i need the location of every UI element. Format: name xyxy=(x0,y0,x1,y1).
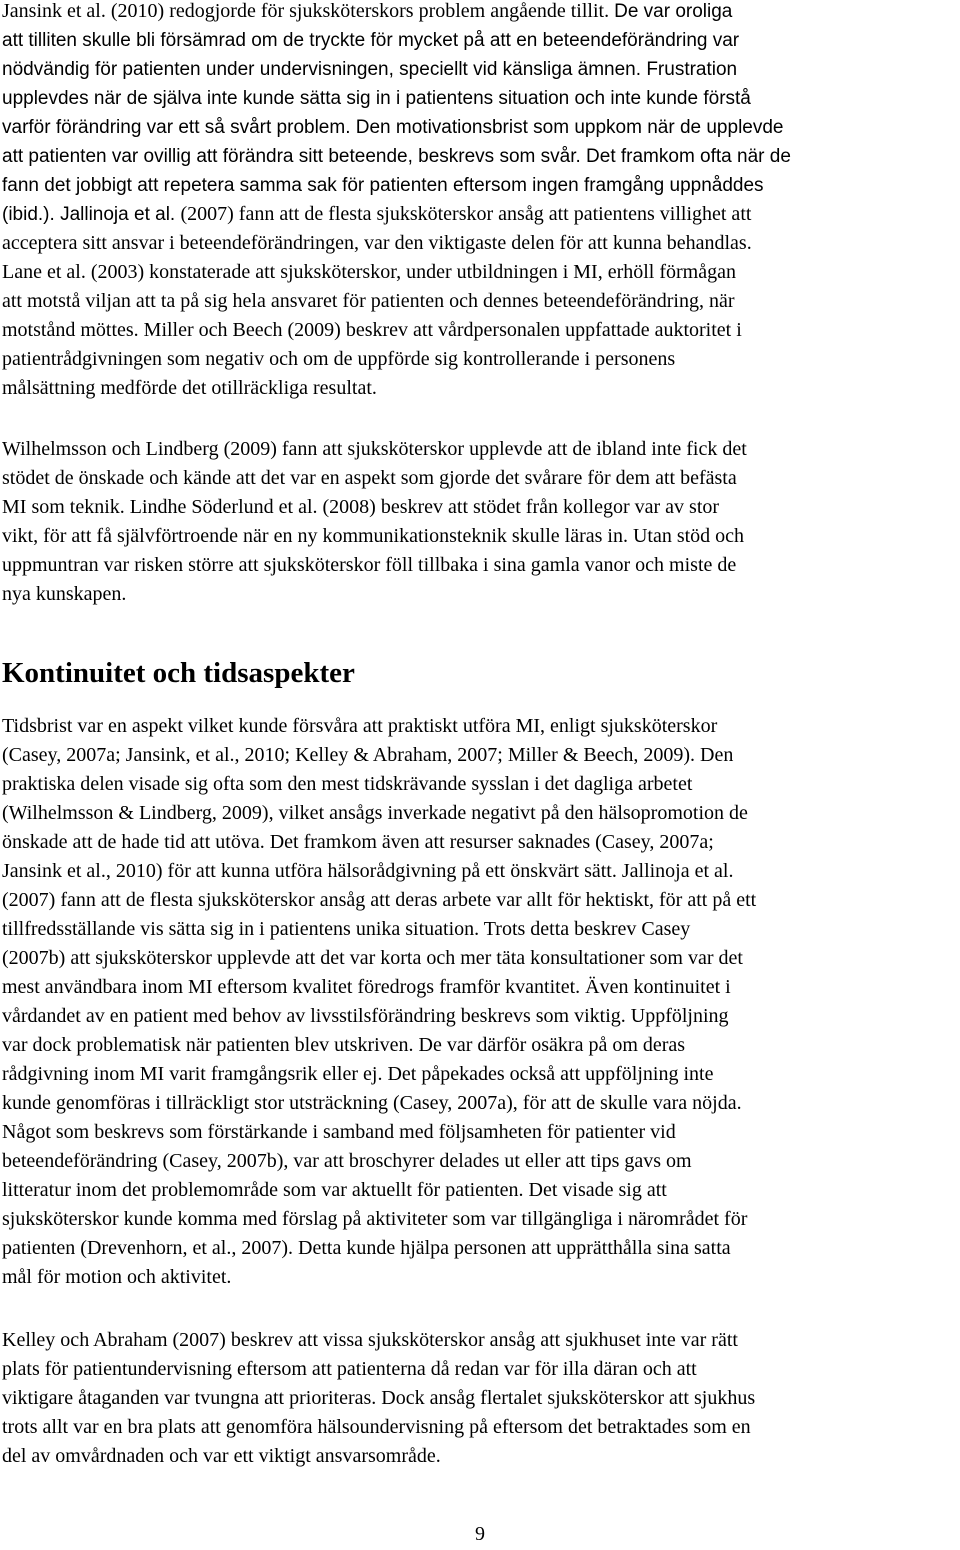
text-line xyxy=(2,316,791,345)
text-line: (2007b) att sjuksköterskor upplevde att det var korta och mer täta konsultationer som var det xyxy=(2,947,743,969)
text-line: mest användbara inom MI eftersom kvalitet föredrogs framför kvantitet. Även kontinuitet i xyxy=(2,976,731,998)
text-segment: patientrådgivningen som negativ och om de uppförde sig kontrollerande i personens xyxy=(2,348,676,370)
paragraph-support xyxy=(2,435,747,609)
text-segment: (2007) fann att de flesta sjuksköterskor ansåg att patientens villighet att xyxy=(180,203,752,225)
text-line: Jansink et al., 2010) för att kunna utföra hälsorådgivning på ett önskvärt sätt. Jallinoja et al. xyxy=(2,860,734,882)
text-segment: varför förändring var ett så svårt problem. xyxy=(2,117,356,138)
paragraph-time-continuity xyxy=(2,712,756,1292)
text-line xyxy=(2,26,791,55)
text-segment: att patienten var ovillig att förändra sitt beteende, beskrevs som svår. xyxy=(2,146,587,167)
text-line: litteratur inom det problemområde som var aktuellt för patienten. Det visade sig att xyxy=(2,1179,667,1201)
text-segment: nödvändig för patienten under undervisningen, speciellt vid känsliga ämnen. xyxy=(2,59,647,80)
text-segment: Frustration xyxy=(646,59,738,80)
text-line: (2007) fann att de flesta sjuksköterskor ansåg att deras arbete var allt för hektiskt, för att på ett xyxy=(2,889,757,911)
text-line xyxy=(2,345,791,374)
text-segment: upplevdes när de själva inte kunde sätta sig in i patientens situation och inte kunde förstå xyxy=(2,88,751,109)
text-line: mål för motion och aktivitet. xyxy=(2,1266,232,1288)
text-line: plats för patientundervisning eftersom att patienterna då redan var för illa däran och att xyxy=(2,1358,697,1380)
text-line: trots allt var en bra plats att genomföra hälsoundervisning på eftersom det betraktades som en xyxy=(2,1416,751,1438)
text-line: MI som teknik. Lindhe Söderlund et al. (2008) beskrev att stödet från kollegor var av stor xyxy=(2,496,720,518)
text-segment: Den motivationsbrist som uppkom när de upplevde xyxy=(355,117,784,138)
text-line: Något som beskrevs som förstärkande i samband med följsamheten för patienter vid xyxy=(2,1121,676,1143)
text-line xyxy=(2,142,791,171)
text-segment: fann det jobbigt att repetera samma sak för patienten eftersom ingen framgång uppnåddes xyxy=(2,175,764,196)
text-line: sjuksköterskor kunde komma med förslag på aktiviteter som var tillgängliga i närområdet för xyxy=(2,1208,748,1230)
text-line: vårdandet av en patient med behov av livsstilsförändring beskrevs som viktig. Uppföljning xyxy=(2,1005,729,1027)
text-line xyxy=(2,55,791,84)
text-segment: (ibid.). Jallinoja et al. xyxy=(2,204,181,225)
text-line: vikt, för att få självförtroende när en ny kommunikationsteknik skulle läras in. Utan stöd och xyxy=(2,525,745,547)
text-segment: De var oroliga xyxy=(614,1,733,22)
paragraph-hospital-setting xyxy=(2,1326,755,1471)
text-segment: målsättning medförde det otillräckliga resultat. xyxy=(2,377,377,399)
text-line xyxy=(2,0,791,26)
text-segment: acceptera sitt ansvar i beteendeförändringen, var den viktigaste delen för att kunna behandlas. xyxy=(2,232,752,254)
text-line xyxy=(2,229,791,258)
text-line: Wilhelmsson och Lindberg (2009) fann att sjuksköterskor upplevde att de ibland inte fick det xyxy=(2,438,747,460)
text-line xyxy=(2,374,791,403)
text-segment: Det framkom ofta när de xyxy=(586,146,791,167)
text-line: praktiska delen visade sig ofta som den mest tidskrävande sysslan i det dagliga arbetet xyxy=(2,773,693,795)
text-line: tillfredsställande vis sätta sig in i patientens unika situation. Trots detta beskrev Casey xyxy=(2,918,691,940)
text-line xyxy=(2,287,791,316)
text-line: (Casey, 2007a; Jansink, et al., 2010; Kelley & Abraham, 2007; Miller & Beech, 2009). Den xyxy=(2,744,734,766)
paragraph-barriers-trust xyxy=(2,0,791,403)
text-line xyxy=(2,200,791,229)
text-line: (Wilhelmsson & Lindberg, 2009), vilket ansågs inverkade negativt på den hälsopromotion de xyxy=(2,802,748,824)
text-line: Tidsbrist var en aspekt vilket kunde försvåra att praktiskt utföra MI, enligt sjuksköterskor xyxy=(2,715,718,737)
text-segment: Jansink et al. (2010) redogjorde för sjuksköterskors problem angående tillit. xyxy=(2,0,615,22)
text-line xyxy=(2,113,791,142)
text-line xyxy=(2,171,791,200)
text-line: nya kunskapen. xyxy=(2,583,127,605)
text-segment: att motstå viljan att ta på sig hela ansvaret för patienten och dennes beteendeförändring, när xyxy=(2,290,735,312)
text-line: var dock problematisk när patienten blev utskriven. De var därför osäkra på om deras xyxy=(2,1034,686,1056)
text-segment: att tilliten skulle bli försämrad om de tryckte för mycket på att en beteendeförändring var xyxy=(2,30,740,51)
text-line: kunde genomföras i tillräckligt stor utsträckning (Casey, 2007a), för att de skulle vara nöjda. xyxy=(2,1092,742,1114)
text-line: stödet de önskade och kände att det var en aspekt som gjorde det svårare för dem att befästa xyxy=(2,467,737,489)
text-line: Kelley och Abraham (2007) beskrev att vissa sjuksköterskor ansåg att sjukhuset inte var rätt xyxy=(2,1329,738,1351)
text-line: patienten (Drevenhorn, et al., 2007). Detta kunde hjälpa personen att upprätthålla sina satta xyxy=(2,1237,731,1259)
text-line: del av omvårdnaden och var ett viktigt ansvarsområde. xyxy=(2,1445,441,1467)
text-line: beteendeförändring (Casey, 2007b), var att broschyrer delades ut eller att tips gavs om xyxy=(2,1150,692,1172)
text-line xyxy=(2,258,791,287)
text-segment: Lane et al. (2003) konstaterade att sjuksköterskor, under utbildningen i MI, erhöll förmågan xyxy=(2,261,736,283)
text-line: viktigare åtaganden var tvungna att prioriteras. Dock ansåg flertalet sjuksköterskor att sjukhus xyxy=(2,1387,756,1409)
text-line: önskade att de hade tid att utöva. Det framkom även att resurser saknades (Casey, 2007a; xyxy=(2,831,714,853)
text-line xyxy=(2,84,791,113)
text-line: uppmuntran var risken större att sjuksköterskor föll tillbaka i sina gamla vanor och miste de xyxy=(2,554,737,576)
section-heading: Kontinuitet och tidsaspekter xyxy=(2,657,355,689)
text-segment: motstånd möttes. Miller och Beech (2009) beskrev att vårdpersonalen uppfattade auktoritet i xyxy=(2,319,742,341)
text-line: rådgivning inom MI varit framgångsrik eller ej. Det påpekades också att uppföljning inte xyxy=(2,1063,714,1085)
page-number: 9 xyxy=(475,1523,485,1545)
